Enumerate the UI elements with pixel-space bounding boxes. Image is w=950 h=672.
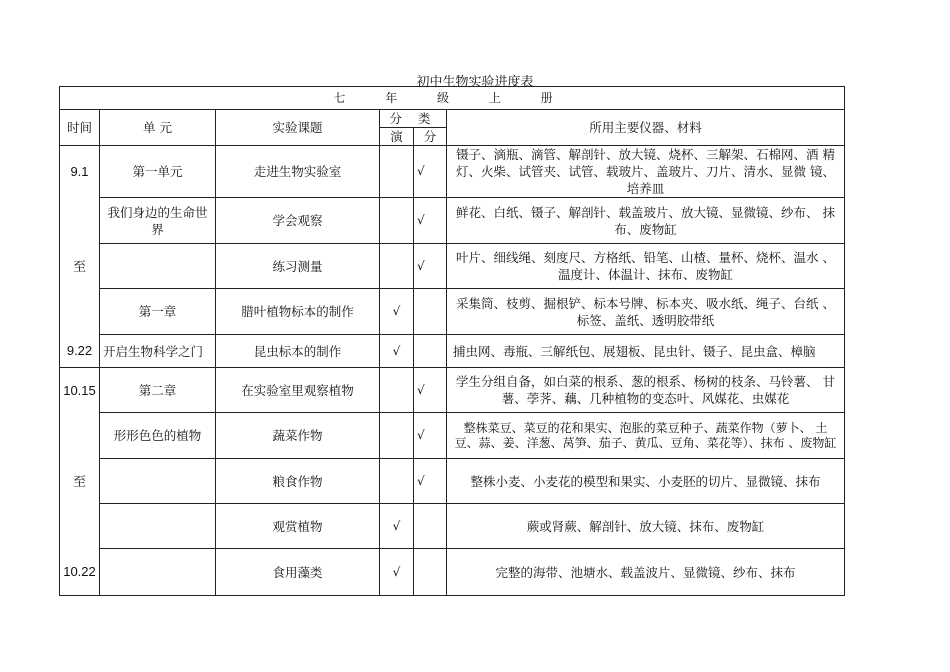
unit-cell [100,549,216,596]
topic-cell: 练习测量 [216,244,380,289]
header-category: 分 类 [380,110,447,128]
unit-cell: 第一单元 [100,146,216,198]
topic-cell: 食用藻类 [216,549,380,596]
table-row [60,459,845,504]
materials-cell: 采集筒、枝剪、掘根铲、标本号牌、标本夹、吸水纸、绳子、台纸 、标签、盖纸、透明胶带纸 [447,289,845,335]
unit-cell [100,504,216,549]
table-row [60,413,845,459]
header-demo: 演 [380,128,414,146]
table-row [60,146,845,198]
time-start: 10.15 [60,368,100,413]
header-unit: 单 元 [100,110,216,146]
group-check [414,549,447,596]
demo-check [380,146,414,198]
demo-check: √ [380,549,414,596]
header-topic: 实验课题 [216,110,380,146]
grade-header: 七 年 级 上 册 [60,87,845,110]
demo-check [380,198,414,244]
header-group: 分 [414,128,447,146]
demo-check [380,413,414,459]
table-row [60,289,845,335]
materials-cell: 整株小麦、小麦花的模型和果实、小麦胚的切片、显微镜、抹布 [447,459,845,504]
demo-check [380,368,414,413]
table-row [60,549,845,596]
table-row [60,368,845,413]
demo-check [380,459,414,504]
topic-cell: 观赏植物 [216,504,380,549]
unit-cell: 第二章 [100,368,216,413]
grade-header-row [60,87,845,110]
materials-cell: 学生分组自备，如白菜的根系、葱的根系、杨树的枝条、马铃薯、 甘薯、荸荠、藕、几种植物的变态叶、风媒花、虫媒花 [447,368,845,413]
group-check: √ [414,413,447,459]
header-row-1 [60,110,845,128]
unit-cell: 第一章 [100,289,216,335]
demo-check [380,244,414,289]
time-start: 9.1 [60,146,100,198]
unit-cell: 开启生物科学之门 [100,335,216,368]
group-check [414,289,447,335]
time-mid: 至 [60,459,100,504]
unit-cell [100,459,216,504]
table-row [60,335,845,368]
materials-cell: 完整的海带、池塘水、载盖波片、显微镜、纱布、抹布 [447,549,845,596]
group-check: √ [414,198,447,244]
materials-cell: 捕虫网、毒瓶、三解纸包、展翅板、昆虫针、镊子、昆虫盒、樟脑 [447,335,845,368]
topic-cell: 在实验室里观察植物 [216,368,380,413]
time-end: 10.22 [60,549,100,596]
materials-cell: 整株菜豆、菜豆的花和果实、泡胀的菜豆种子、蔬菜作物（萝卜、 土豆、蒜、姜、洋葱、莴笋、茄子、黄瓜、豆角、菜花等）、抹布 、废物缸 [447,413,845,459]
demo-check: √ [380,289,414,335]
unit-cell [100,244,216,289]
materials-cell: 镊子、滴瓶、滴管、解剖针、放大镜、烧杯、三解架、石棉网、酒 精灯、火柴、试管夹、试管、载玻片、盖玻片、刀片、清水、显微 镜、培养皿 [447,146,845,198]
topic-cell: 昆虫标本的制作 [216,335,380,368]
header-materials: 所用主要仪器、材料 [447,110,845,146]
group-check: √ [414,244,447,289]
topic-cell: 蔬菜作物 [216,413,380,459]
table-row [60,504,845,549]
unit-cell: 形形色色的植物 [100,413,216,459]
group-check: √ [414,368,447,413]
table-row [60,198,845,244]
materials-cell: 叶片、细线绳、刻度尺、方格纸、铅笔、山楂、量杯、烧杯、温水 、温度计、体温计、抹布、废物缸 [447,244,845,289]
group-check: √ [414,146,447,198]
group-check [414,504,447,549]
table-row [60,244,845,289]
experiment-schedule-table [59,86,845,596]
group-check: √ [414,459,447,504]
materials-cell: 蕨或肾蕨、解剖针、放大镜、抹布、废物缸 [447,504,845,549]
topic-cell: 腊叶植物标本的制作 [216,289,380,335]
group-check [414,335,447,368]
demo-check: √ [380,504,414,549]
header-time: 时间 [60,110,100,146]
materials-cell: 鲜花、白纸、镊子、解剖针、载盖玻片、放大镜、显微镜、纱布、 抹布、废物缸 [447,198,845,244]
topic-cell: 走进生物实验室 [216,146,380,198]
topic-cell: 学会观察 [216,198,380,244]
topic-cell: 粮食作物 [216,459,380,504]
time-end: 9.22 [60,335,100,368]
unit-cell: 我们身边的生命世 界 [100,198,216,244]
time-mid: 至 [60,244,100,289]
demo-check: √ [380,335,414,368]
page-title: 初中生物实验进度表 [416,75,534,90]
